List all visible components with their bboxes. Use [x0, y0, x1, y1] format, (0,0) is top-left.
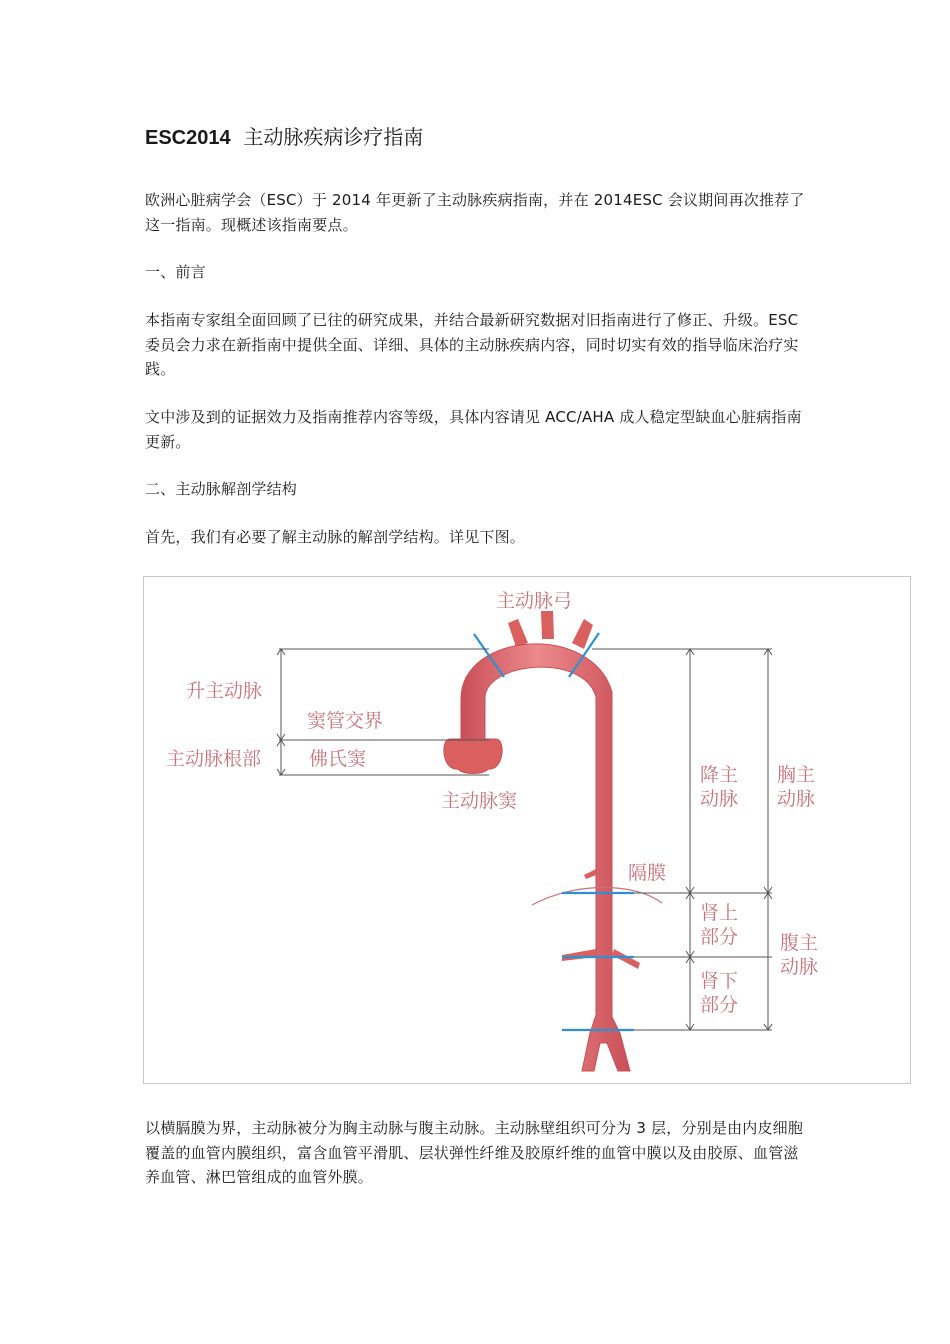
label-thoracic-line2: 动脉: [777, 788, 816, 810]
title-bold: ESC2014: [145, 127, 231, 149]
arch-branches: [508, 611, 593, 649]
evidence-paragraph: 文中涉及到的证据效力及指南推荐内容等级，具体内容请见 ACC/AHA 成人稳定型缺血心脏病指南更新。: [145, 408, 802, 451]
aortic-root-bulb: [444, 739, 502, 774]
label-aortic-root: 主动脉根部: [166, 748, 262, 770]
anatomy-intro-paragraph: 首先，我们有必要了解主动脉的解剖学结构。详见下图。: [145, 528, 526, 546]
section-heading-anatomy: 二、主动脉解剖学结构: [145, 480, 298, 498]
label-abdominal-line1: 腹主: [780, 932, 819, 954]
preface-paragraph: 本指南专家组全面回顾了已往的研究成果，并结合最新研究数据对旧指南进行了修正、升级。ESC 委员会力求在新指南中提供全面、详细、具体的主动脉疾病内容，同时切实有效的指导临床治疗实践。: [145, 311, 799, 378]
title-rest: 主动脉疾病诊疗指南: [243, 125, 424, 149]
label-suprarenal-line1: 肾上: [700, 902, 739, 924]
label-sinotubular-junction: 窦管交界: [307, 710, 384, 732]
aorta-diagram: [144, 577, 912, 1085]
label-descending-line1: 降主: [700, 764, 739, 786]
guide-lines-right: [592, 649, 772, 1030]
label-infrarenal-line2: 部分: [700, 994, 739, 1016]
document-title: [145, 124, 423, 151]
label-rpa: rPA: [516, 687, 545, 707]
label-thoracic-line1: 胸主: [777, 764, 816, 786]
section-heading-preface: 一、前言: [145, 263, 206, 281]
label-aortic-sinus: 主动脉窦: [441, 790, 518, 812]
label-aortic-arch: 主动脉弓: [496, 590, 573, 612]
wall-layers-paragraph: 以横膈膜为界，主动脉被分为胸主动脉与腹主动脉。主动脉壁组织可分为 3 层，分别是由内皮细胞覆盖的血管内膜组织，富含血管平滑肌、层状弹性纤维及胶原纤维的血管中膜以及由胶原、血管滋养血管、淋巴管组成的血管外膜。: [145, 1119, 804, 1186]
aorta-anatomy-figure: [143, 576, 911, 1084]
aorta-shape: [461, 644, 630, 1071]
label-sinus-valsalva: 佛氏窦: [309, 748, 367, 770]
label-descending-line2: 动脉: [700, 788, 739, 810]
label-suprarenal-line2: 部分: [700, 926, 739, 948]
label-abdominal-line2: 动脉: [780, 956, 819, 978]
intro-paragraph: 欧洲心脏病学会（ESC）于 2014 年更新了主动脉疾病指南，并在 2014ESC 会议期间再次推荐了这一指南。现概述该指南要点。: [145, 191, 805, 234]
label-infrarenal-line1: 肾下: [700, 970, 739, 992]
label-ascending-aorta: 升主动脉: [186, 680, 263, 702]
label-diaphragm: 隔膜: [628, 862, 667, 884]
